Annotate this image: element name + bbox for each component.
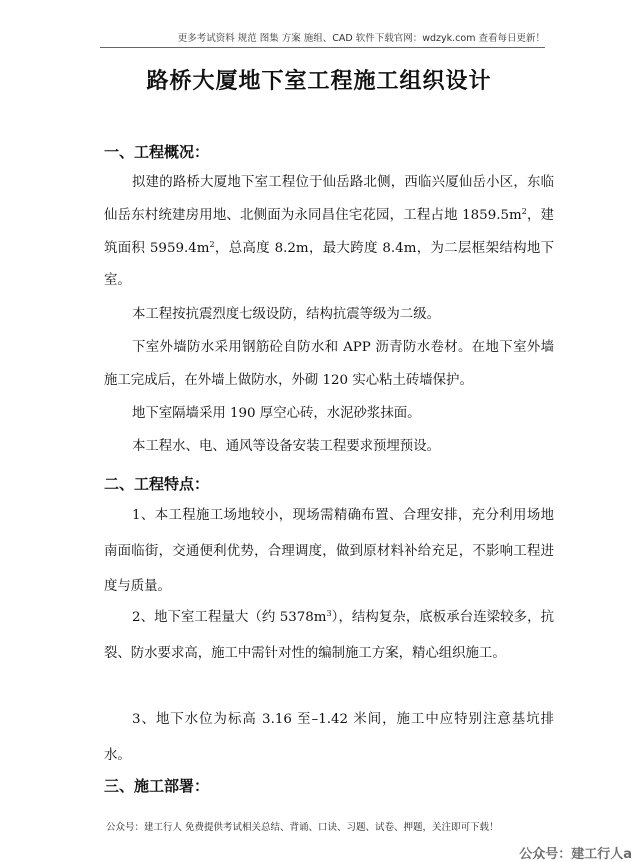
section-heading-deployment: 三、施工部署： [104, 777, 210, 795]
section-heading-features: 二、工程特点： [104, 475, 210, 493]
superscript: 2 [521, 206, 527, 216]
text-run: 拟建的路桥大厦地下室工程位于仙岳路北侧，西临兴厦仙岳小区，东临仙岳东村统建房用地、北侧面为永同昌住宅花园，工程占地 1859.5m [104, 175, 554, 223]
paragraph-site-location [104, 167, 554, 298]
section-heading-overview: 一、工程概况： [104, 143, 210, 161]
document-title: 路桥大厦地下室工程施工组织设计 [146, 69, 492, 94]
paragraph-feature-3: 3、地下水位为标高 3.16 至–1.42 米间，施工中应特别注意基坑排水。 [104, 712, 554, 763]
paragraph-feature-2 [104, 600, 554, 671]
paragraph-seismic: 本工程按抗震烈度七级设防，结构抗震等级为二级。 [132, 307, 440, 322]
header-download-note: 更多考试资料 规范 图集 方案 施组、CAD 软件下载官网：wdzyk.com 查看每日更新！ [100, 30, 545, 48]
text-run: ），结构复杂，底板承台连梁较多，抗裂、防水要求高，施工中需针对性的编制施工方案，精心组织施工。 [104, 610, 554, 661]
text-run: ，总高度 8.2m，最大跨度 8.4m，为二层框架结构地下室。 [104, 240, 555, 289]
superscript: 3 [326, 609, 332, 618]
paragraph-equipment: 本工程水、电、通风等设备安装工程要求预埋预设。 [132, 439, 440, 454]
paragraph-feature-1: 1、本工程施工场地较小，现场需精确布置、合理安排，充分利用场地南面临街，交通便利优势，合理调度，做到原材料补给充足，不影响工程进度与质量。 [104, 508, 554, 594]
footer-note: 公众号：建工行人 免费提供考试相关总结、背诵、口诀、习题、试卷、押题，关注即可下载！ [106, 822, 499, 833]
paragraph-waterproofing: 下室外墙防水采用钢筋砼自防水和 APP 沥青防水卷材。在地下室外墙施工完成后，在外墙上做防水，外砌 120 实心粘土砖墙保护。 [104, 340, 554, 388]
superscript: 2 [209, 239, 215, 249]
text-run: 2、地下室工程量大（约 5378m [132, 610, 327, 625]
paragraph-partition-wall: 地下室隔墙采用 190 厚空心砖，水泥砂浆抹面。 [132, 406, 421, 421]
text-run: ，建筑面积 5959.4m [104, 207, 555, 256]
watermark-text: 公众号：建工行人a [519, 847, 632, 862]
